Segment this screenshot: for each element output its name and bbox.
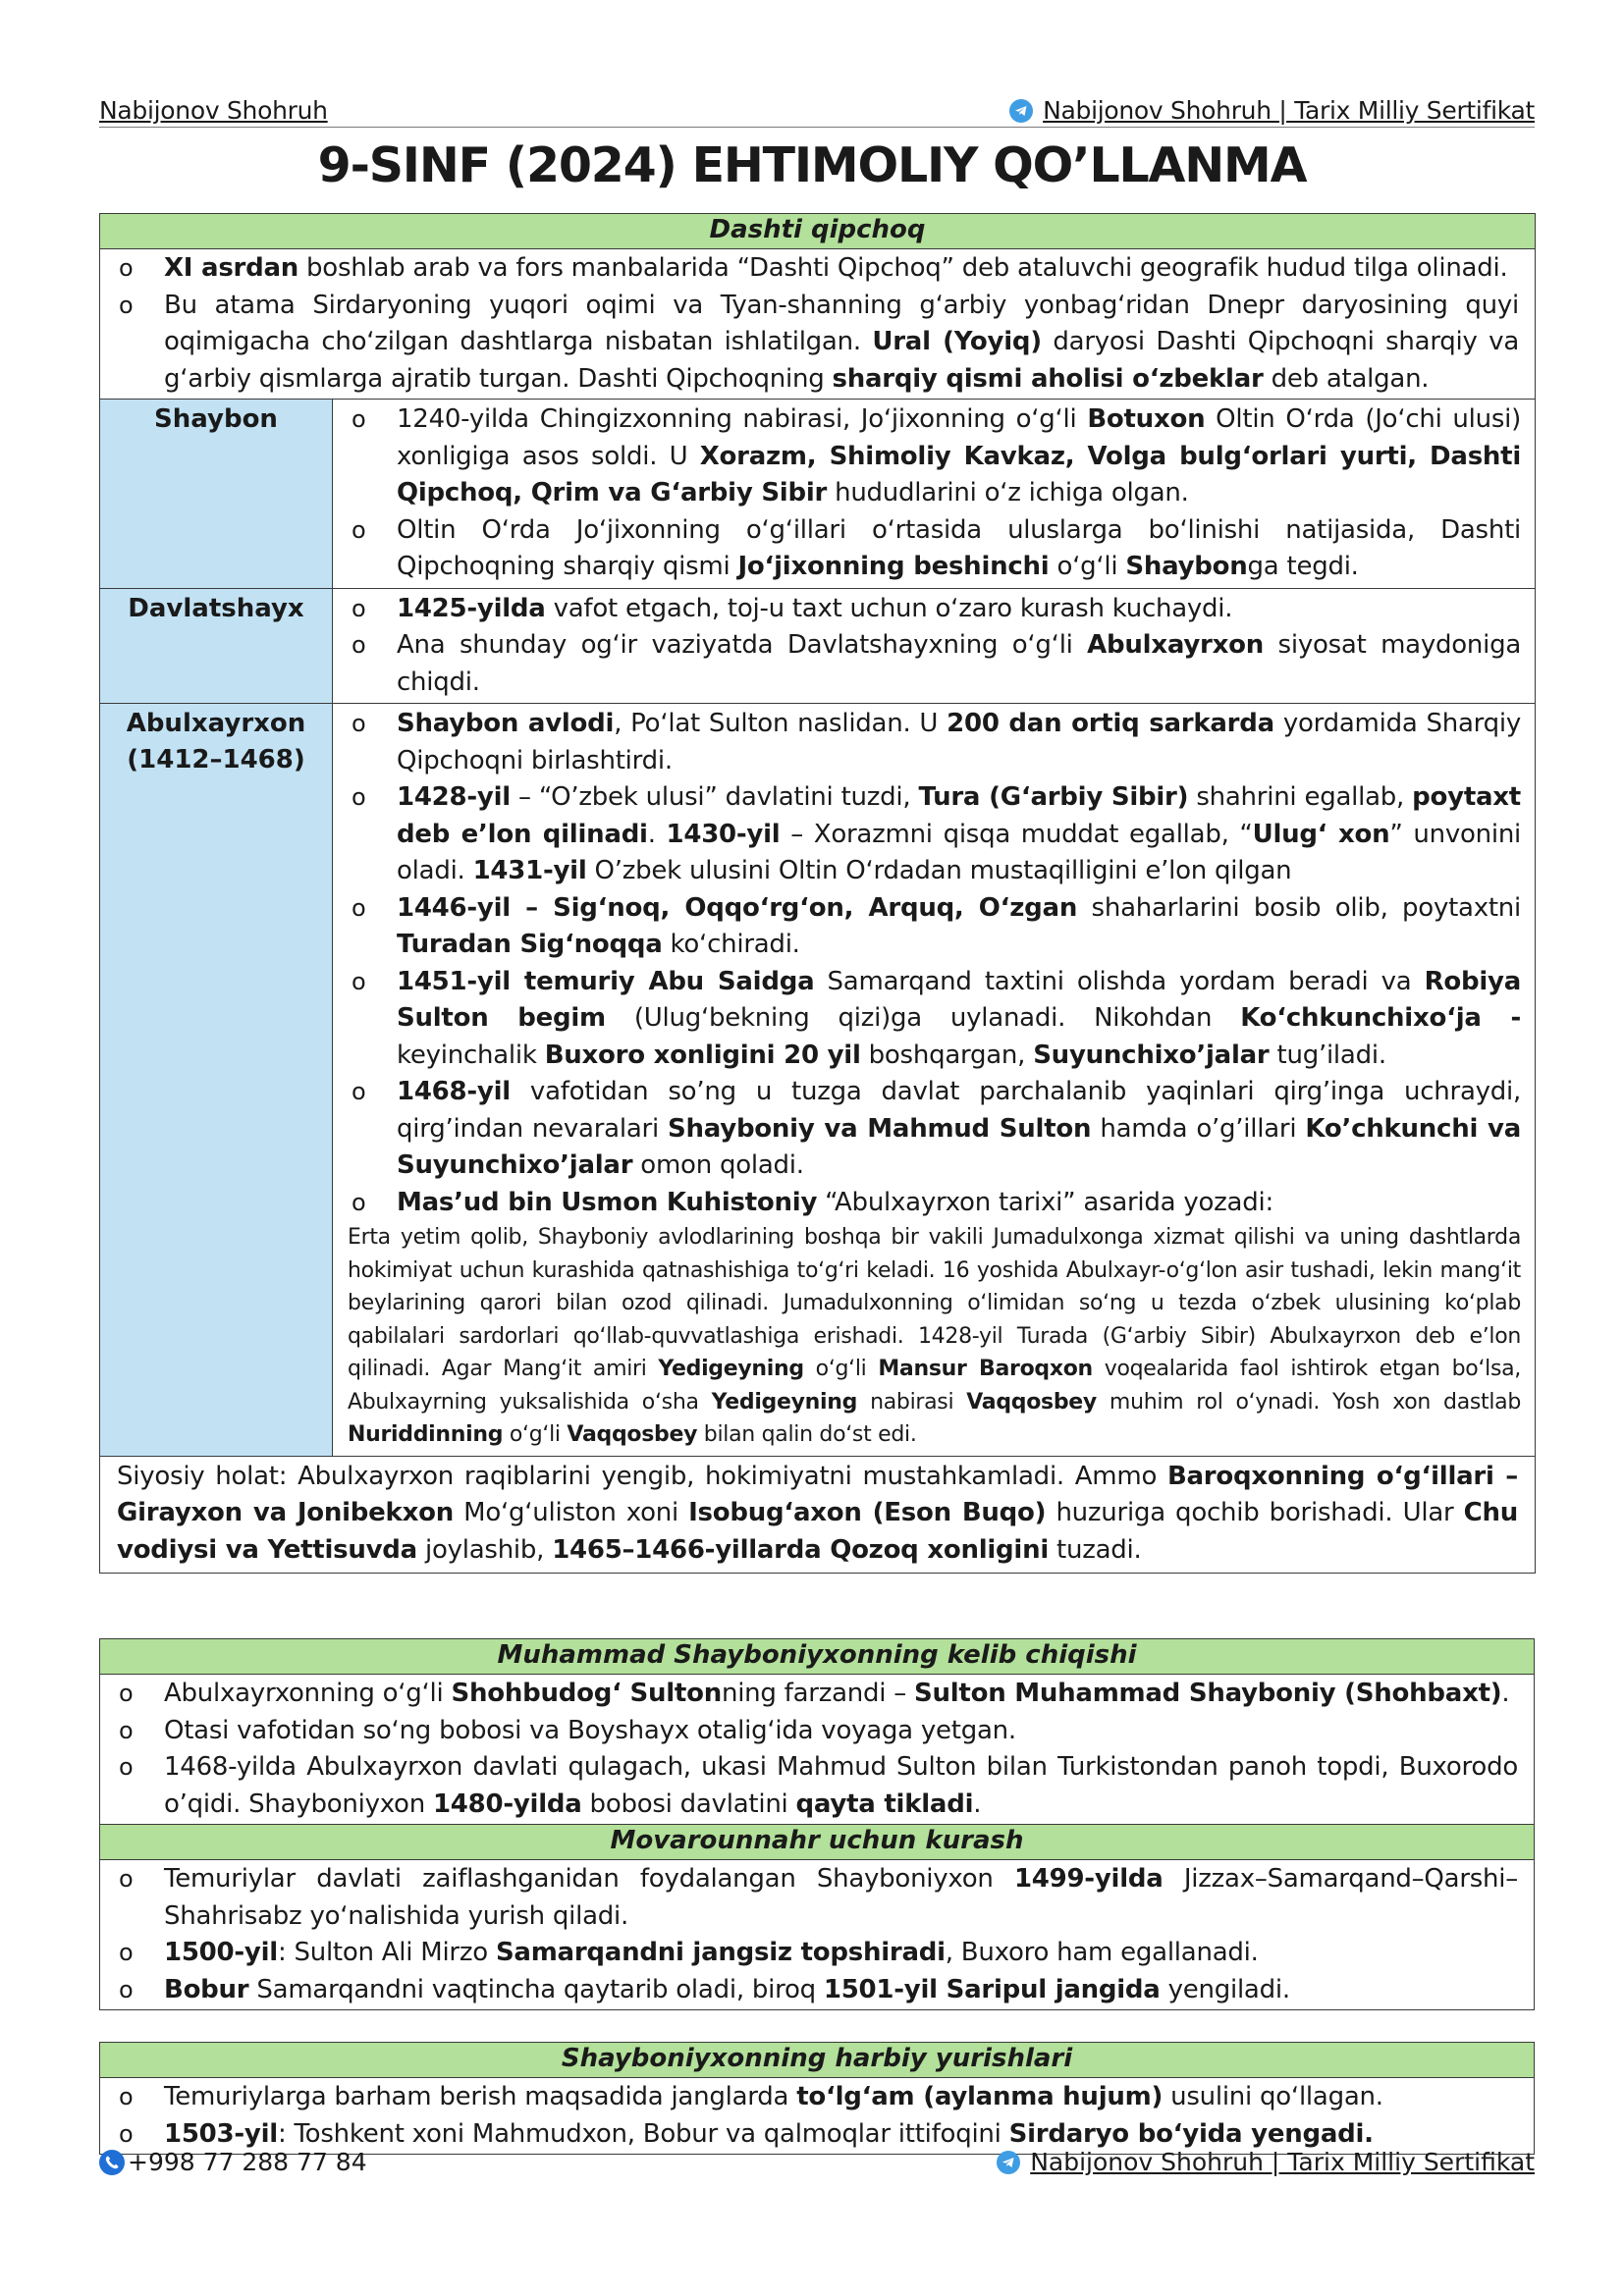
- author-name: Nabijonov Shohruh: [99, 96, 328, 125]
- page-footer: [99, 2148, 1535, 2181]
- campaigns-list: [100, 2079, 1518, 2153]
- page-header: [99, 96, 1535, 130]
- row-label-davlatshayx: [100, 588, 333, 704]
- political-situation: Siyosiy holat: Abulxayrxon raqiblarini yengib, hokimiyatni mustahkamladi. Ammo Baroqxonning oʻgʻillari – Girayxon va Jonibekxon Moʻgʻuliston xoni Isobugʻaxon (Eson Buqo) huzuriga qochib borishadi. Ular Chu vodiysi va Yettisuvda joylashib, 1465–1466-yillarda Qozoq xonligini tuzadi.: [100, 1456, 1536, 1574]
- section-military-campaigns: [99, 2042, 1535, 2155]
- section-heading: Movarounnahr uchun kurash: [100, 1825, 1535, 1860]
- row-label-text: Davlatshayx: [128, 593, 304, 623]
- row-label-abulxayrxon: [100, 704, 333, 1457]
- channel-link[interactable]: [997, 2148, 1535, 2176]
- list-item: o Temuriylarga barham berish maqsadida janglarda toʻlgʻam (aylanma hujum) usulini qoʻllagan.: [100, 2079, 1518, 2116]
- list-item: o 1500-yil: Sulton Ali Mirzo Samarqandni jangsiz topshiradi, Buxoro ham egallanadi.: [100, 1935, 1518, 1972]
- list-item: o 1240-yilda Chingizxonning nabirasi, Joʻjixonning oʻgʻli Botuxon Oltin Oʻrda (Joʻchi ulusi) xonligiga asos soldi. U Xorazm, Shimoliy Kavkaz, Volga bulgʻorlari yurti, Dashti Qipchoq, Qrim va Gʻarbiy Sibir hududlarini oʻz ichiga olgan.: [333, 401, 1521, 512]
- list-item: o Temuriylar davlati zaiflashganidan foydalangan Shayboniyxon 1499-yilda Jizzax–Samarqand–Qarshi–Shahrisabz yoʻnalishida yurish qiladi.: [100, 1861, 1518, 1935]
- channel-link-text[interactable]: Nabijonov Shohruh | Tarix Milliy Sertifikat: [1043, 96, 1535, 125]
- list-item: o Mas’ud bin Usmon Kuhistoniy “Abulxayrxon tarixi” asarida yozadi:: [333, 1185, 1521, 1222]
- list-item: o Bu atama Sirdaryoning yuqori oqimi va Tyan-shanning gʻarbiy yonbagʻridan Dnepr daryosining quyi oqimigacha choʻzilgan dashtlarga nisbatan ishlatilgan. Ural (Yoyiq) daryosi Dashti Qipchoqni sharqiy va gʻarbiy qismlarga ajratib turgan. Dashti Qipchoqning sharqiy qismi aholisi oʻzbeklar deb atalgan.: [100, 288, 1519, 399]
- list-item: o 1446-yil – Sigʻnoq, Oqqoʻrgʻon, Arquq, Oʻzgan shaharlarini bosib olib, poytaxtni Turadan Sigʻnoqqa koʻchiradi.: [333, 890, 1521, 964]
- list-item: o Bobur Samarqandni vaqtincha qaytarib oladi, biroq 1501-yil Saripul jangida yengiladi.: [100, 1972, 1518, 2009]
- channel-link[interactable]: [1009, 96, 1535, 125]
- telegram-icon: [997, 2151, 1020, 2174]
- struggle-cell: [100, 1860, 1535, 2010]
- section-heading: Muhammad Shayboniyxonning kelib chiqishi: [100, 1639, 1535, 1675]
- page-title: 9-SINF (2024) EHTIMOLIY QO’LLANMA: [317, 137, 1307, 193]
- list-item: o Ana shunday ogʻir vaziyatda Davlatshayxning oʻgʻli Abulxayrxon siyosat maydoniga chiqdi.: [333, 627, 1521, 701]
- row-label-text: Abulxayrxon: [126, 709, 306, 738]
- list-item: o 1425-yilda vafot etgach, toj-u taxt uchun oʻzaro kurash kuchaydi.: [333, 591, 1521, 628]
- list-item: o 1503-yil: Toshkent xoni Mahmudxon, Bobur va qalmoqlar ittifoqini Sirdaryo boʻyida yengadi.: [100, 2116, 1518, 2154]
- list-item: o 1451-yil temuriy Abu Saidga Samarqand taxtini olishda yordam beradi va Robiya Sulton begim (Ulugʻbekning qizi)ga uylanadi. Nikohdan Koʻchkunchixoʻja - keyinchalik Buxoro xonligini 20 yil boshqargan, Suyunchixo’jalar tug’iladi.: [333, 964, 1521, 1075]
- list-item: o Shaybon avlodi, Poʻlat Sulton naslidan. U 200 dan ortiq sarkarda yordamida Sharqiy Qipchoqni birlashtirdi.: [333, 706, 1521, 779]
- list-item: o 1468-yil vafotidan so’ng u tuzga davlat parchalanib yaqinlari qirg’inga uchraydi, qirg’indan nevaralari Shayboniy va Mahmud Sulton hamda o’g’illari Ko’chkunchi va Suyunchixo’jalar omon qoladi.: [333, 1074, 1521, 1185]
- phone-number[interactable]: +998 77 288 77 84: [128, 2148, 367, 2176]
- header-divider: [99, 127, 1535, 128]
- channel-link-text[interactable]: Nabijonov Shohruh | Tarix Milliy Sertifikat: [1030, 2148, 1535, 2176]
- list-item: o Abulxayrxonning oʻgʻli Shohbudogʻ Sultonning farzandi – Sulton Muhammad Shayboniy (Shohbaxt).: [100, 1676, 1518, 1713]
- struggle-list: [100, 1861, 1518, 2008]
- list-item: o XI asrdan boshlab arab va fors manbalarida “Dashti Qipchoq” deb ataluvchi geografik hudud tilga olinadi.: [100, 250, 1519, 288]
- phone-icon: [99, 2150, 125, 2175]
- section-shayboniy-origin: [99, 1638, 1535, 2010]
- row-label-dates: (1412–1468): [127, 745, 305, 774]
- section-dashti-qipchoq: [99, 213, 1536, 1574]
- row-content-abulxayrxon: [333, 704, 1536, 1457]
- row-label-text: Shaybon: [154, 404, 278, 434]
- list-item: o Otasi vafotidan soʻng bobosi va Boyshayx otaligʻida voyaga yetgan.: [100, 1713, 1518, 1750]
- list-item: o 1428-yil – “O’zbek ulusi” davlatini tuzdi, Tura (Gʻarbiy Sibir) shahrini egallab, poytaxt deb e’lon qilinadi. 1430-yil – Xorazmni qisqa muddat egallab, “Ulugʻ xon” unvonini oladi. 1431-yil O’zbek ulusini Oltin Oʻrdadan mustaqilligini e’lon qilgan: [333, 779, 1521, 890]
- intro-list: [100, 250, 1519, 398]
- row-content-davlatshayx: [333, 588, 1536, 704]
- row-content-shaybon: [333, 400, 1536, 589]
- abulxayrxon-list: [333, 706, 1521, 1221]
- davlatshayx-list: [333, 591, 1521, 702]
- list-item: o 1468-yilda Abulxayrxon davlati qulagach, ukasi Mahmud Sulton bilan Turkistondan panoh topdi, Buxorodo o’qidi. Shayboniyxon 1480-yilda bobosi davlatini qayta tikladi.: [100, 1749, 1518, 1823]
- telegram-icon: [1009, 99, 1033, 123]
- origin-cell: [100, 1675, 1535, 1825]
- quote-passage: Erta yetim qolib, Shayboniy avlodlarining boshqa bir vakili Jumadulxonga xizmat qilishi va uning dashtlarda hokimiyat uchun kurashida qatnashishiga toʻgʻri keladi. 16 yoshida Abulxayr-oʻgʻlon asir tushadi, lekin mangʻit beylarining qarori bilan ozod qilinadi. Jumadulxonning oʻlimidan soʻng u tezda oʻzbek ulusining koʻplab qabilalari sardorlari qoʻllab-quvvatlashiga erishadi. 1428-yil Turada (Gʻarbiy Sibir) Abulxayrxon deb eʼlon qilinadi. Agar Mangʻit amiri Yedigeyning oʻgʻli Mansur Baroqxon voqealarida faol ishtirok etgan boʻlsa, Abulxayrning yuksalishida oʻsha Yedigeyning nabirasi Vaqqosbey muhim rol oʻynadi. Yosh xon dastlab Nuriddinning oʻgʻli Vaqqosbey bilan qalin doʻst edi.: [348, 1225, 1522, 1447]
- origin-list: [100, 1676, 1518, 1823]
- row-label-shaybon: [100, 400, 333, 589]
- section-heading: Shayboniyxonning harbiy yurishlari: [100, 2043, 1535, 2078]
- phone-contact[interactable]: [99, 2148, 367, 2176]
- list-item: o Oltin Oʻrda Joʻjixonning oʻgʻillari oʻrtasida uluslarga boʻlinishi natijasida, Dashti Qipchoqning sharqiy qismi Joʻjixonning beshinchi oʻgʻli Shaybonga tegdi.: [333, 512, 1521, 586]
- campaigns-cell: [100, 2078, 1535, 2155]
- shaybon-list: [333, 401, 1521, 586]
- intro-cell: [100, 249, 1536, 400]
- section-heading: Dashti qipchoq: [100, 214, 1536, 249]
